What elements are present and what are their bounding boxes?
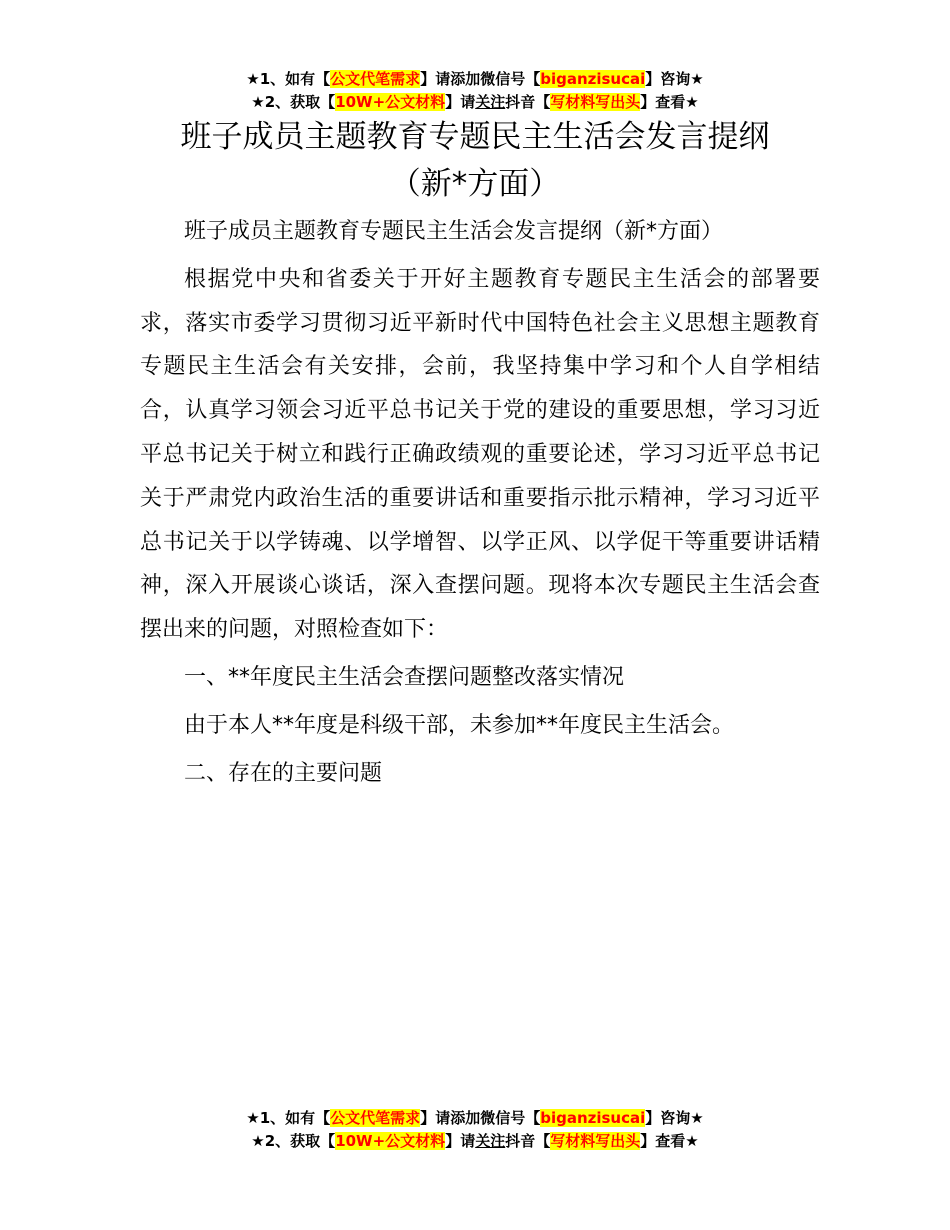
promo-text: 】咨询★ <box>645 1109 704 1127</box>
promo-text: 】查看★ <box>640 93 699 111</box>
promo-text: ★1、如有【 <box>246 70 331 88</box>
promo-text: 】请 <box>445 93 476 111</box>
document-body <box>140 210 820 795</box>
subtitle-paragraph: 班子成员主题教育专题民主生活会发言提纲（新*方面） <box>184 219 724 244</box>
section-2-heading: 二、存在的主要问题 <box>184 760 383 786</box>
section-1-paragraph: 由于本人**年度是科级干部，未参加**年度民主生活会。 <box>184 712 735 738</box>
promo-underlined: 关注 <box>475 1132 506 1150</box>
promo-highlight: 公文代笔需求 <box>330 1109 421 1127</box>
promo-text: ★2、获取【 <box>251 1132 336 1150</box>
promo-text: 】请添加微信号【 <box>420 1109 541 1127</box>
promo-text: ★1、如有【 <box>246 1109 331 1127</box>
promo-underlined: 关注 <box>475 93 506 111</box>
promo-text: 】请添加微信号【 <box>420 70 541 88</box>
promo-highlight: 10W+公文材料 <box>335 1132 446 1150</box>
promo-text: ★2、获取【 <box>251 93 336 111</box>
document-title <box>0 114 950 208</box>
promo-text: 抖音【 <box>505 1132 551 1150</box>
intro-paragraph: 根据党中央和省委关于开好主题教育专题民主生活会的部署要求，落实市委学习贯彻习近平新时代中国特色社会主义思想主题教育专题民主生活会有关安排，会前，我坚持集中学习和个人自学相结合，认真学习领会习近平总书记关于党的建设的重要思想，学习习近平总书记关于树立和践行正确政绩观的重要论述，学习习近平总书记关于严肃党内政治生活的重要讲话和重要指示批示精神，学习习近平总书记关于以学铸魂、以学增智、以学正风、以学促干等重要讲话精神，深入开展谈心谈话，深入查摆问题。现将本次专题民主生活会查摆出来的问题，对照检查如下： <box>140 266 820 643</box>
title-line-1: 班子成员主题教育专题民主生活会发言提纲 <box>180 119 770 155</box>
promo-text: 】咨询★ <box>645 70 704 88</box>
header-promo <box>0 68 950 114</box>
promo-highlight: 写材料写出头 <box>550 93 641 111</box>
promo-highlight: 写材料写出头 <box>550 1132 641 1150</box>
title-line-2: （新*方面） <box>389 166 561 202</box>
promo-highlight: 10W+公文材料 <box>335 93 446 111</box>
promo-line-1 <box>0 1107 950 1130</box>
promo-line-1 <box>0 68 950 91</box>
promo-highlight: biganzisucai <box>540 1109 646 1127</box>
promo-text: 】查看★ <box>640 1132 699 1150</box>
promo-text: 】请 <box>445 1132 476 1150</box>
footer-promo <box>0 1107 950 1153</box>
promo-text: 抖音【 <box>505 93 551 111</box>
promo-highlight: 公文代笔需求 <box>330 70 421 88</box>
promo-line-2 <box>0 1130 950 1153</box>
promo-highlight: biganzisucai <box>540 70 646 88</box>
section-1-heading: 一、**年度民主生活会查摆问题整改落实情况 <box>184 664 625 690</box>
promo-line-2 <box>0 91 950 114</box>
